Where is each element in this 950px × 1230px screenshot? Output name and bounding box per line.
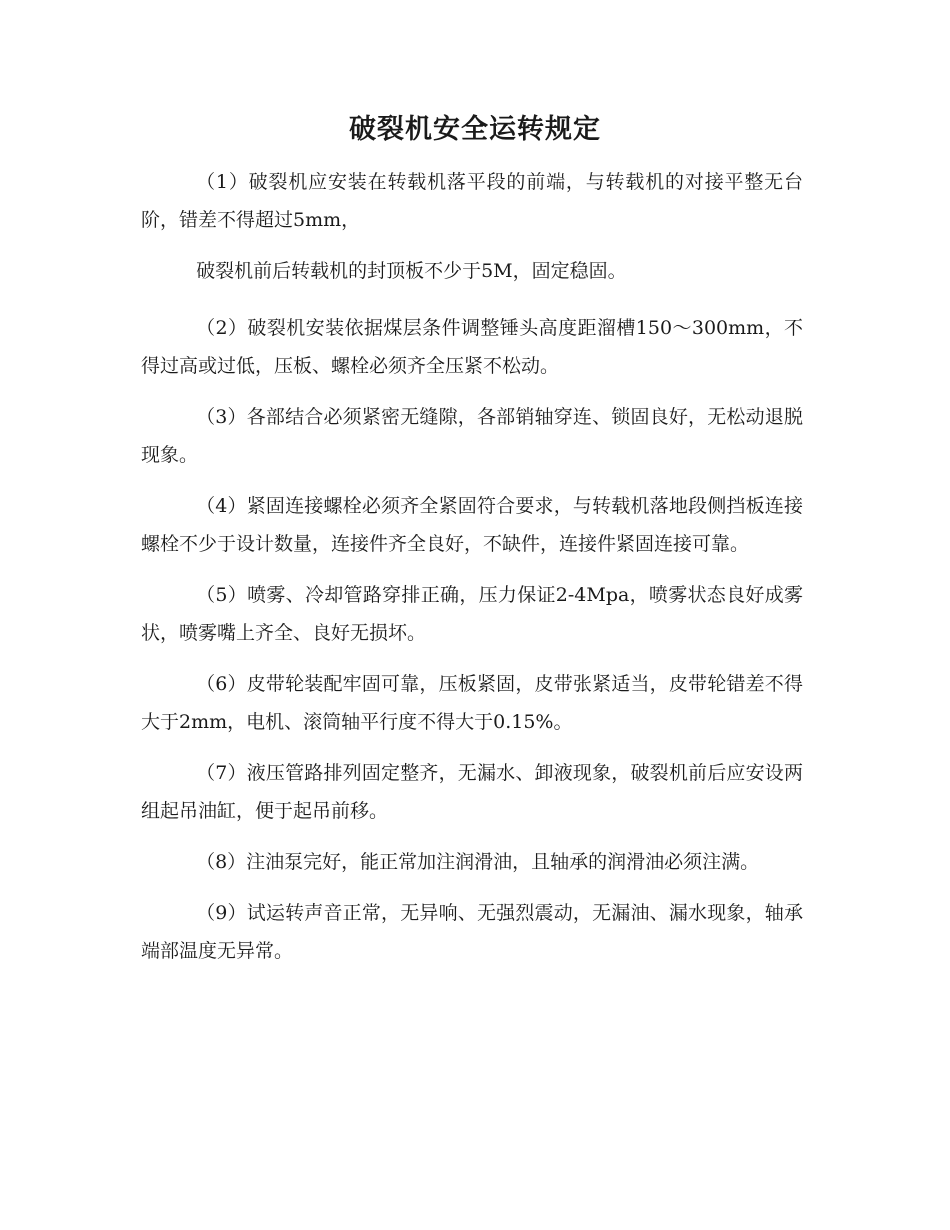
document-body xyxy=(141,163,803,983)
paragraph-8: （8）注油泵完好，能正常加注润滑油，且轴承的润滑油必须注满。 xyxy=(196,851,760,873)
paragraph-1-continued: 破裂机前后转载机的封顶板不少于5M，固定稳固。 xyxy=(196,260,627,282)
paragraph-6: （6）皮带轮装配牢固可靠，压板紧固，皮带张紧适当，皮带轮错差不得大于2mm，电机、滚筒轴平行度不得大于0.15%。 xyxy=(141,673,803,733)
paragraph-3: （3）各部结合必须紧密无缝隙，各部销轴穿连、锁固良好，无松动退脱现象。 xyxy=(141,406,803,466)
paragraph-2: （2）破裂机安装依据煤层条件调整锤头高度距溜槽150～300mm，不得过高或过低，压板、螺栓必须齐全压紧不松动。 xyxy=(141,317,803,377)
paragraph-9: （9）试运转声音正常，无异响、无强烈震动，无漏油、漏水现象，轴承端部温度无异常。 xyxy=(141,902,803,962)
paragraph-1: （1）破裂机应安装在转载机落平段的前端，与转载机的对接平整无台阶，错差不得超过5mm， xyxy=(141,171,803,231)
paragraph-7: （7）液压管路排列固定整齐，无漏水、卸液现象，破裂机前后应安设两组起吊油缸，便于起吊前移。 xyxy=(141,762,803,822)
document-title: 破裂机安全运转规定 xyxy=(349,114,601,145)
paragraph-5: （5）喷雾、冷却管路穿排正确，压力保证2-4Mpa，喷雾状态良好成雾状，喷雾嘴上齐全、良好无损坏。 xyxy=(141,584,803,644)
paragraph-4: （4）紧固连接螺栓必须齐全紧固符合要求，与转载机落地段侧挡板连接螺栓不少于设计数量，连接件齐全良好，不缺件，连接件紧固连接可靠。 xyxy=(141,495,803,555)
